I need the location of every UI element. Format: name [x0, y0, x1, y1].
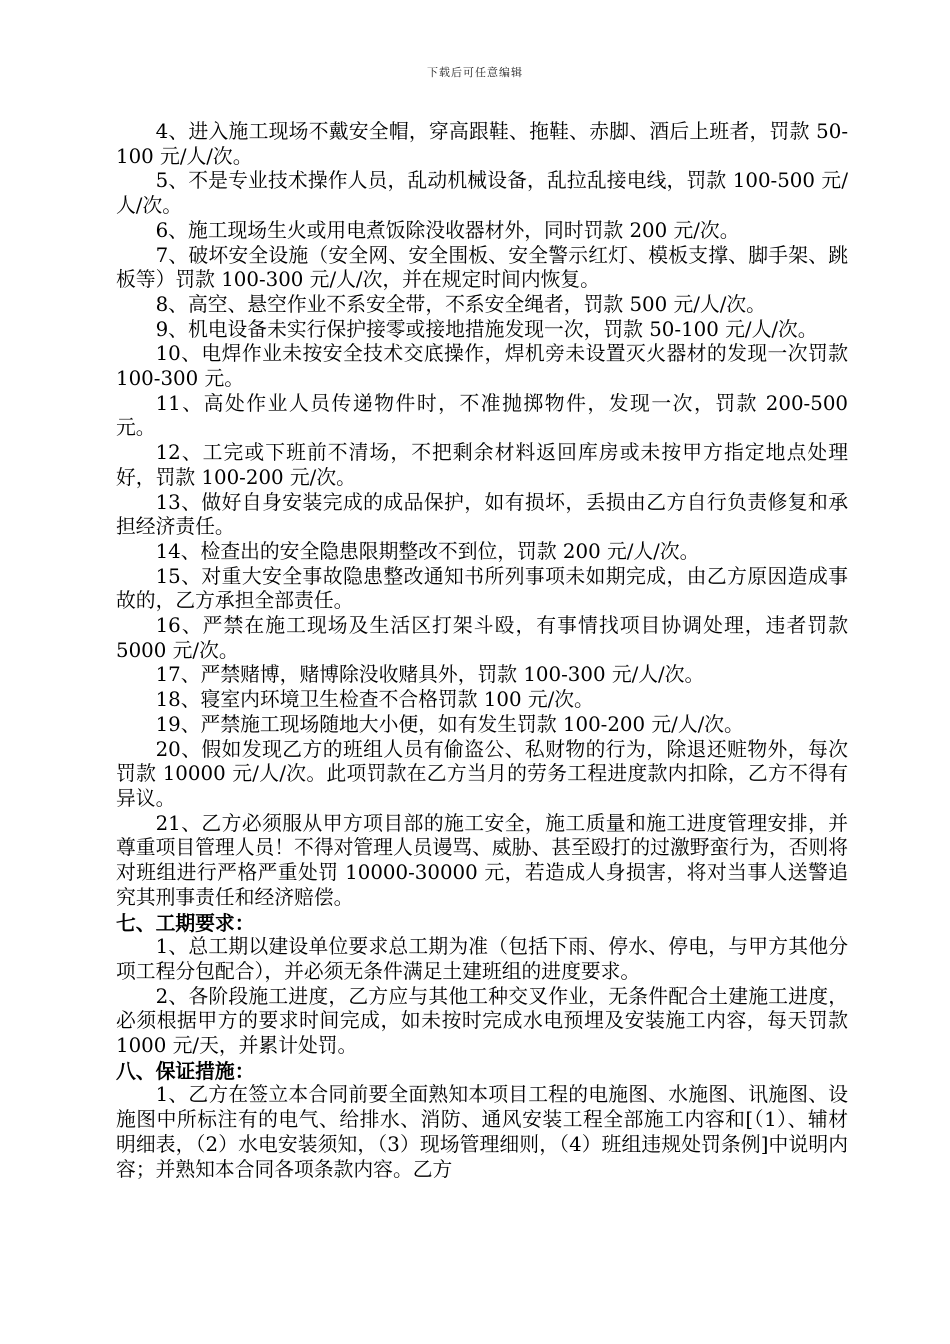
page-header-note: 下载后可任意编辑	[427, 66, 523, 79]
clause-7: 7、破坏安全设施（安全网、安全围板、安全警示红灯、模板支撑、脚手架、跳板等）罚款 100-300 元/人/次，并在规定时间内恢复。	[116, 243, 848, 292]
guarantee-clause-1: 1、乙方在签立本合同前要全面熟知本项目工程的电施图、水施图、讯施图、设施图中所标注有的电气、给排水、消防、通风安装工程全部施工内容和[（1）、辅材明细表，（2）水电安装须知，（3）现场管理细则，（4）班组违规处罚条例]中说明内容；并熟知本合同各项条款内容。乙方	[116, 1083, 848, 1181]
section-heading-schedule: 七、工期要求：	[116, 910, 255, 935]
clause-19: 19、严禁施工现场随地大小便，如有发生罚款 100-200 元/人/次。	[155, 712, 744, 736]
document-body	[116, 120, 848, 1182]
clause-11: 11、高处作业人员传递物件时，不准抛掷物件，发现一次，罚款 200-500 元。	[116, 391, 848, 440]
schedule-clause-2: 2、各阶段施工进度，乙方应与其他工种交叉作业，无条件配合土建施工进度，必须根据甲方的要求时间完成，如未按时完成水电预埋及安装施工内容，每天罚款 1000 元/天，并累计处罚。	[116, 984, 848, 1058]
section-heading-guarantee: 八、保证措施：	[116, 1058, 255, 1083]
clause-18: 18、寝室内环境卫生检查不合格罚款 100 元/次。	[155, 688, 594, 712]
clause-12: 12、工完或下班前不清场，不把剩余材料返回库房或未按甲方指定地点处理好，罚款 100-200 元/次。	[116, 441, 848, 489]
clause-15: 15、对重大安全事故隐患整改通知书所列事项未如期完成，由乙方原因造成事故的，乙方承担全部责任。	[116, 564, 848, 613]
clause-16: 16、严禁在施工现场及生活区打架斗殴，有事情找项目协调处理，违者罚款 5000 元/次。	[116, 614, 848, 662]
clause-6: 6、施工现场生火或用电煮饭除没收器材外，同时罚款 200 元/次。	[155, 218, 740, 242]
clause-4: 4、进入施工现场不戴安全帽，穿高跟鞋、拖鞋、赤脚、酒后上班者，罚款 50-100 元/人/次。	[116, 120, 848, 168]
clause-14: 14、检查出的安全隐患限期整改不到位，罚款 200 元/人/次。	[155, 539, 700, 563]
clause-20: 20、假如发现乙方的班组人员有偷盗公、私财物的行为，除退还赃物外，每次罚款 10000 元/人/次。此项罚款在乙方当月的劳务工程进度款内扣除，乙方不得有异议。	[116, 737, 848, 810]
clause-8: 8、高空、悬空作业不系安全带，不系安全绳者，罚款 500 元/人/次。	[155, 292, 766, 316]
clause-21: 21、乙方必须服从甲方项目部的施工安全，施工质量和施工进度管理安排，并尊重项目管理人员！不得对管理人员谩骂、威胁、甚至殴打的过激野蛮行为，否则将对班组进行严格严重处罚 10000-30000 元，若造成人身损害，将对当事人送警追究其刑事责任和经济赔偿。	[116, 811, 848, 909]
clause-17: 17、严禁赌博，赌博除没收赌具外，罚款 100-300 元/人/次。	[155, 663, 705, 687]
clause-5: 5、不是专业技术操作人员，乱动机械设备，乱拉乱接电线，罚款 100-500 元/人/次。	[116, 169, 848, 218]
clause-9: 9、机电设备未实行保护接零或接地措施发现一次，罚款 50-100 元/人/次。	[155, 317, 818, 341]
clause-10: 10、电焊作业未按安全技术交底操作，焊机旁未设置灭火器材的发现一次罚款 100-300 元。	[116, 342, 848, 391]
schedule-clause-1: 1、总工期以建设单位要求总工期为准（包括下雨、停水、停电，与甲方其他分项工程分包配合），并必须无条件满足土建班组的进度要求。	[116, 935, 848, 983]
clause-13: 13、做好自身安装完成的成品保护，如有损坏，丢损由乙方自行负责修复和承担经济责任。	[116, 490, 848, 539]
